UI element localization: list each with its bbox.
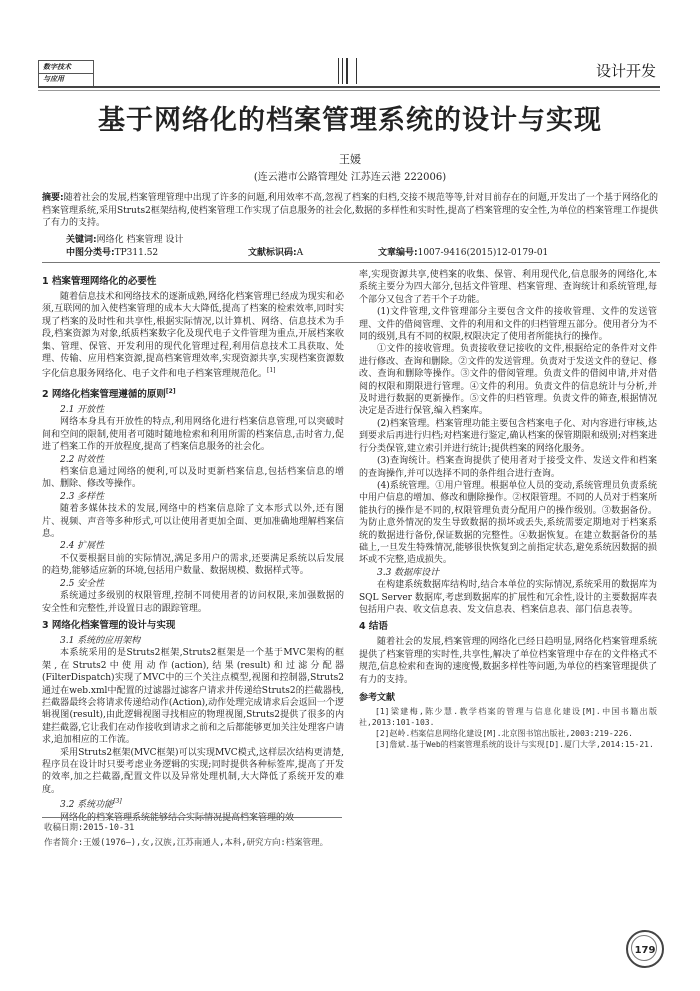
citation: [2] <box>165 387 176 395</box>
header-rule-thin <box>38 90 660 91</box>
article-number-value: 1007-9416(2015)12-0179-01 <box>417 248 549 258</box>
heading-2 <box>42 385 344 401</box>
paragraph: (4)系统管理。①用户管理。根据单位人员的变动,系统管理员负责系统中用户信息的增加、修改和删除操作。②权限管理。不同的人员对于档案所能执行的操作是不同的,权限管理负责分配用户的操作级别。③数据备份。为防止意外情况的发生导致数据的损坏或丢失,系统需要定期地对于档案系统的数据进行备份,保证数据的完整性。④数据恢复。在建立数据备份的基础上,一旦发生特殊情况,能够很快恢复到之前指定状态,避免系统因数据的损坏或不完整,造成损失。 <box>359 480 657 566</box>
subheading-3-1: 3.1 系统的应用架构 <box>60 635 141 646</box>
page-number-stamp <box>626 930 664 968</box>
author-name: 王媛 <box>339 153 361 166</box>
subheading-2-2: 2.2 时效性 <box>60 454 105 465</box>
paragraph: 随着多媒体技术的发展,网络中的档案信息除了文本形式以外,还有图片、视频、声音等多种形式,可以让使用者更加全面、更加准确地理解档案信息。 <box>42 504 344 540</box>
keywords-text: 网络化 档案管理 设计 <box>96 235 184 245</box>
paragraph: 随着社会的发展,档案管理的网络化已经日趋明显,网络化档案管理系统提供了档案管理的实时性,共享性,解决了单位档案管理中存在的文件格式不规范,信息检索和查询的速度慢,数据多样性等问题,为单位的档案管理提供了有力的支持。 <box>359 637 657 685</box>
reference-item: [2]赵岭.档案信息网络化建设[M].北京图书馆出版社,2003:219-226. <box>375 729 633 739</box>
reference-item: [1]梁建梅,陈少慧.教学档案的管理与信息化建设[M].中国书籍出版社,2013:101-103. <box>359 707 657 728</box>
author-bio: 作者简介:王媛(1976—),女,汉族,江苏南通人,本科,研究方向:档案管理。 <box>44 838 329 848</box>
heading-2-text: 2 网络化档案管理遵循的原则 <box>42 389 166 400</box>
article-number-label: 文章编号: <box>378 248 418 258</box>
paragraph: (2)档案管理。档案管理功能主要包含档案电子化、对内容进行审核,达到要求后再进行归档;对档案进行鉴定,确认档案的保管期限和级别;对档案进行分类保管,建立索引并进行统计;提供档案的网络化服务。 <box>359 418 657 454</box>
doc-code <box>248 245 303 258</box>
subheading-3-3: 3.3 数据库设计 <box>377 567 440 578</box>
paragraph: 采用Struts2框架(MVC框架)可以实现MVC模式,这样层次结构更清楚,程序员在设计时只要考虑业务逻辑的实现;同时提供各种标签库,提高了开发的效率,加之拦截器,配置文件以及异常处理机制,大大降低了系统开发的难度。 <box>42 747 344 795</box>
heading-4: 4 结语 <box>359 621 388 633</box>
subheading-2-1: 2.1 开放性 <box>60 405 105 415</box>
section-title: 设计开发 <box>595 62 656 80</box>
header-bars-decoration <box>338 58 360 84</box>
subheading-2-4: 2.4 扩展性 <box>60 541 105 552</box>
author-affiliation: (连云港市公路管理处 江苏连云港 222006) <box>253 172 447 183</box>
abstract <box>42 192 658 230</box>
header-rule <box>38 86 660 88</box>
keywords <box>66 232 183 245</box>
journal-logo <box>38 60 94 88</box>
paragraph: 不仅要根据目前的实际情况,满足多用户的需求,还要满足系统以后发展的趋势,能够适应新的环境,包括用户数量、数据规模、数据样式等。 <box>42 553 344 577</box>
paragraph: 本系统采用的是Struts2框架,Struts2框架是一个基于MVC架构的框架,在Struts2中使用动作(action),结果(result)和过滤分配器(FilterDispatch)实现了MVC中的三个关注点模型,视图和控制器,Struts2通过在web.xml中配置的过滤器过滤客户请求并传递给Struts2的拦截器栈,拦截器最终会将请求传递给动作(Action),动作处理完成请求后会返回一个逻辑视图(result),由此逻辑视图寻找相应的物理视图,Struts2提供了很多的内建拦截器,它让我们在动作接收到请求之前和之后都能够更加关注处理客户请求,追加相应的工作流。 <box>42 648 344 746</box>
right-column <box>359 269 657 750</box>
reference-item: [3]詹斌.基于Web的档案管理系统的设计与实现[D].厦门大学,2014:15-21. <box>375 740 654 750</box>
paragraph: 在构建系统数据库结构时,结合本单位的实际情况,系统采用的数据库为SQL Server 数据库,考虑到数据库的扩展性和冗余性,设计的主要数据库表包括用户表、收文信息表、发文信息表、档案信息表、部门信息表等。 <box>359 580 657 615</box>
citation: [1] <box>267 367 276 375</box>
heading-1: 1 档案管理网络化的必要性 <box>42 276 157 287</box>
paragraph-text: 随着信息技术和网络技术的逐渐成熟,网络化档案管理已经成为现实和必须,互联网的加入使档案管理的成本大大降低,提高了档案的检索效率,同时实现了档案的及时性和共享性,根据实际情况,以计算机、网络、信息技术为手段,档案资源为对象,纸质档案数字化及现代电子文件管理为重点,开展档案收集、管理、保管、开发利用的现代化管理过程,利用信息技术工具获取、处理、传输、应用档案资源,提高档案管理效率,实现资源共享,实现档案资源数字化信息服务网络化、电子文件和电子档案管理规范化。 <box>42 292 344 380</box>
paragraph: (3)查询统计。档案查询提供了使用者对于接受文件、发送文件和档案的查询操作,并可以选择不同的条件组合进行查询。 <box>359 456 657 479</box>
clc-number <box>66 245 158 258</box>
paragraph: 系统通过多级别的权限管理,控制不同使用者的访问权限,来加强数据的安全性和完整性,并设置日志的跟踪管理。 <box>42 591 344 614</box>
left-column <box>42 271 344 824</box>
page-number: 179 <box>634 945 656 956</box>
paragraph: 档案信息通过网络的便利,可以及时更新档案信息,包括档案信息的增加、删除、修改等操作。 <box>42 467 344 490</box>
subheading-2-3: 2.3 多样性 <box>60 491 105 502</box>
paragraph: 率,实现资源共享,使档案的收集、保管、利用现代化,信息服务的网络化,本系统主要分为四大部分,包括文件管理、档案管理、查询统计和系统管理,每个部分又包含了若干个子功能。 <box>359 270 657 305</box>
keywords-label: 关键词: <box>66 235 97 245</box>
paragraph: 网络本身具有开放性的特点,利用网络化进行档案信息管理,可以突破时间和空间的限制,使用者可随时随地检索和利用所需的档案信息,击时省力,促进了档案工作的开放程度,提高了档案信息服务的社会化。 <box>42 417 344 453</box>
footnote-rule <box>42 817 342 818</box>
article-number <box>378 245 548 258</box>
paragraph: (1)文件管理,文件管理部分主要包含文件的接收管理、文件的发送管理、文件的借阅管理、文件的利用和文件的归档管理五部分。使用者分为不同的级别,具有不同的权限,权限决定了使用者所能执行的操作。 <box>359 307 657 343</box>
paragraph: ①文件的接收管理。负责接收登记接收的文件,根据给定的条件对文件进行修改、查询和删除。②文件的发送管理。负责对于发送文件的登记、修改、查询和删除等操作。③文件的借阅管理。负责文件的借阅申请,并对借阅的权限和期限进行管理。④文件的利用。负责文件的信息统计与分析,并及时进行数据的更新操作。⑤文件的归档管理。负责文件的筛查,根据情况决定是否进行保管,编入档案库。 <box>359 344 657 417</box>
subheading-3-2-text: 3.2 系统功能 <box>60 800 114 811</box>
article-title: 基于网络化的档案管理系统的设计与实现 <box>98 105 602 136</box>
subheading-2-5: 2.5 安全性 <box>60 578 105 589</box>
paragraph: 网络化的档案管理系统能够结合实际情况提高档案管理的效 <box>60 812 295 823</box>
received-date: 收稿日期:2015-10-31 <box>44 823 135 833</box>
references-title: 参考文献 <box>359 693 396 703</box>
doc-code-label: 文献标识码: <box>248 248 297 258</box>
citation: [3] <box>113 798 122 806</box>
abstract-label: 摘要: <box>42 193 64 203</box>
heading-3: 3 网络化档案管理的设计与实现 <box>42 619 176 631</box>
abstract-rule <box>42 262 660 263</box>
doc-code-value: A <box>296 248 304 258</box>
clc-label: 中图分类号: <box>66 248 115 258</box>
subheading-3-2 <box>42 796 344 811</box>
clc-value: TP311.52 <box>114 248 159 258</box>
logo-line1: 数字技术 <box>43 62 71 71</box>
paragraph <box>42 291 344 381</box>
abstract-text: 随着社会的发展,档案管理管理中出现了许多的问题,利用效率不高,忽视了档案的归档,交接不规范等等,针对目前存在的问题,开发出了一个基于网络化的档案管理系统,采用Struts2框架结构,使档案管理工作实现了信息服务的社会化,数据的多样性和实时性,提高了档案管理的安全性,为单位的档案管理工作提供了有力的支持。 <box>42 193 658 228</box>
logo-line2: 与应用 <box>43 74 64 83</box>
